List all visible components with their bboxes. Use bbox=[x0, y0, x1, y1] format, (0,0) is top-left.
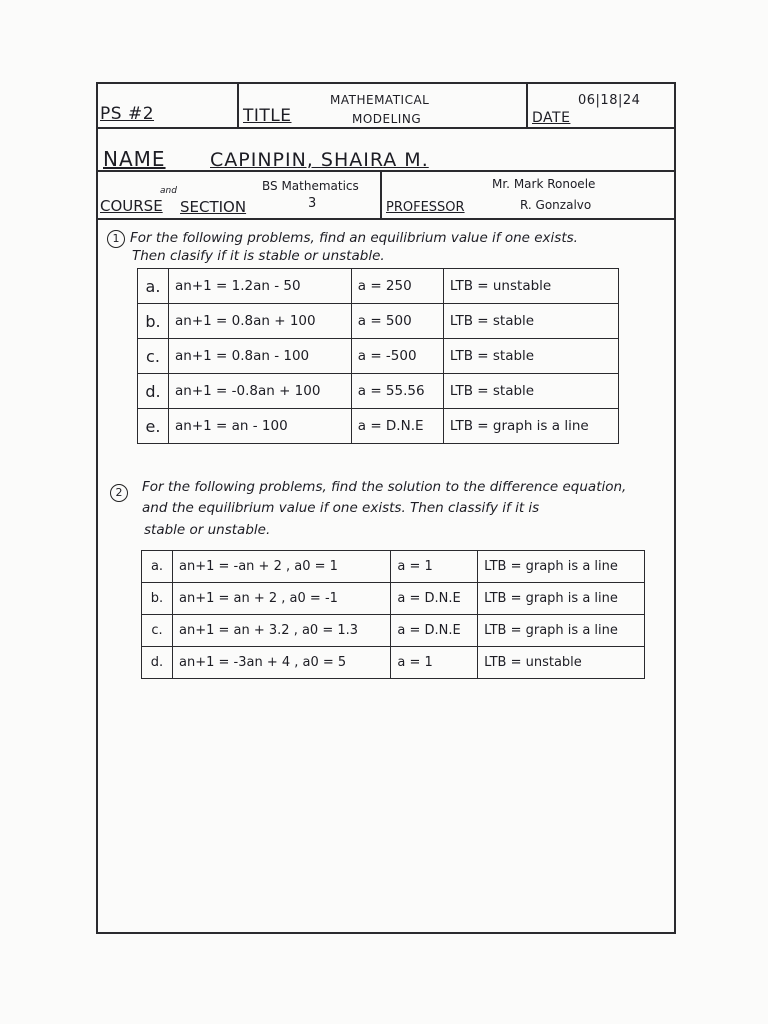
course-label: COURSE bbox=[100, 197, 163, 215]
question-2-number: 2 bbox=[110, 484, 128, 502]
row-equilibrium-value: a = -500 bbox=[351, 339, 443, 374]
row-equation: an+1 = 1.2an - 50 bbox=[169, 269, 352, 304]
section-value: 3 bbox=[308, 196, 317, 211]
header-vdivider-professor bbox=[380, 170, 382, 218]
section-label: SECTION bbox=[180, 198, 247, 216]
question-2-text-line1: For the following problems, find the solution to the difference equation, bbox=[142, 479, 627, 495]
row-equilibrium-value: a = 1 bbox=[391, 551, 478, 583]
row-label: c. bbox=[138, 339, 169, 374]
header-divider-1 bbox=[96, 127, 676, 129]
row-classification: LTB = stable bbox=[443, 339, 618, 374]
name-label: NAME bbox=[103, 147, 166, 171]
course-and-label: and bbox=[160, 186, 177, 196]
row-equilibrium-value: a = D.N.E bbox=[391, 583, 478, 615]
row-equilibrium-value: a = 250 bbox=[351, 269, 443, 304]
row-equation: an+1 = an + 2 , a0 = -1 bbox=[173, 583, 391, 615]
date-value: 06|18|24 bbox=[578, 93, 641, 108]
answer-row bbox=[142, 583, 645, 615]
answer-row bbox=[138, 304, 619, 339]
header-vdivider-date bbox=[526, 82, 528, 128]
answer-row bbox=[138, 339, 619, 374]
course-value: BS Mathematics bbox=[262, 179, 359, 193]
header-divider-3 bbox=[96, 218, 676, 220]
row-equation: an+1 = -3an + 4 , a0 = 5 bbox=[173, 647, 391, 679]
row-classification: LTB = graph is a line bbox=[478, 551, 645, 583]
row-classification: LTB = stable bbox=[443, 374, 618, 409]
row-label: b. bbox=[142, 583, 173, 615]
row-equilibrium-value: a = D.N.E bbox=[391, 615, 478, 647]
question-2-text-line3: stable or unstable. bbox=[144, 522, 271, 538]
question-2-answer-table bbox=[141, 550, 645, 679]
row-equation: an+1 = 0.8an - 100 bbox=[169, 339, 352, 374]
title-value-line2: MODELING bbox=[352, 112, 422, 126]
date-label: DATE bbox=[532, 110, 571, 126]
row-equation: an+1 = -0.8an + 100 bbox=[169, 374, 352, 409]
row-classification: LTB = graph is a line bbox=[478, 583, 645, 615]
name-value: CAPINPIN, SHAIRA M. bbox=[210, 149, 429, 171]
answer-row bbox=[142, 551, 645, 583]
question-1-number: 1 bbox=[107, 230, 125, 248]
row-equilibrium-value: a = D.N.E bbox=[351, 409, 443, 444]
professor-line2: R. Gonzalvo bbox=[520, 198, 592, 212]
row-label: d. bbox=[138, 374, 169, 409]
answer-row bbox=[142, 615, 645, 647]
question-1-text-line1: For the following problems, find an equilibrium value if one exists. bbox=[130, 230, 578, 246]
row-label: c. bbox=[142, 615, 173, 647]
header-vdivider-title bbox=[237, 82, 239, 128]
row-classification: LTB = graph is a line bbox=[443, 409, 618, 444]
answer-row bbox=[138, 269, 619, 304]
row-label: e. bbox=[138, 409, 169, 444]
row-label: a. bbox=[138, 269, 169, 304]
row-equation: an+1 = an + 3.2 , a0 = 1.3 bbox=[173, 615, 391, 647]
row-label: a. bbox=[142, 551, 173, 583]
problem-set-label: PS #2 bbox=[100, 104, 155, 124]
title-label: TITLE bbox=[243, 106, 292, 126]
row-equation: an+1 = 0.8an + 100 bbox=[169, 304, 352, 339]
row-classification: LTB = graph is a line bbox=[478, 615, 645, 647]
row-classification: LTB = unstable bbox=[443, 269, 618, 304]
row-equilibrium-value: a = 500 bbox=[351, 304, 443, 339]
row-label: b. bbox=[138, 304, 169, 339]
question-2-text-line2: and the equilibrium value if one exists. Then classify if it is bbox=[142, 500, 540, 516]
row-equation: an+1 = an - 100 bbox=[169, 409, 352, 444]
row-classification: LTB = stable bbox=[443, 304, 618, 339]
row-equation: an+1 = -an + 2 , a0 = 1 bbox=[173, 551, 391, 583]
row-classification: LTB = unstable bbox=[478, 647, 645, 679]
row-label: d. bbox=[142, 647, 173, 679]
professor-line1: Mr. Mark Ronoele bbox=[492, 177, 596, 191]
question-1-text-line2: Then clasify if it is stable or unstable. bbox=[132, 248, 385, 264]
answer-row bbox=[138, 409, 619, 444]
row-equilibrium-value: a = 55.56 bbox=[351, 374, 443, 409]
title-value-line1: MATHEMATICAL bbox=[330, 93, 430, 107]
answer-row bbox=[138, 374, 619, 409]
professor-label: PROFESSOR bbox=[386, 200, 465, 215]
question-1-answer-table bbox=[137, 268, 619, 444]
row-equilibrium-value: a = 1 bbox=[391, 647, 478, 679]
answer-row bbox=[142, 647, 645, 679]
